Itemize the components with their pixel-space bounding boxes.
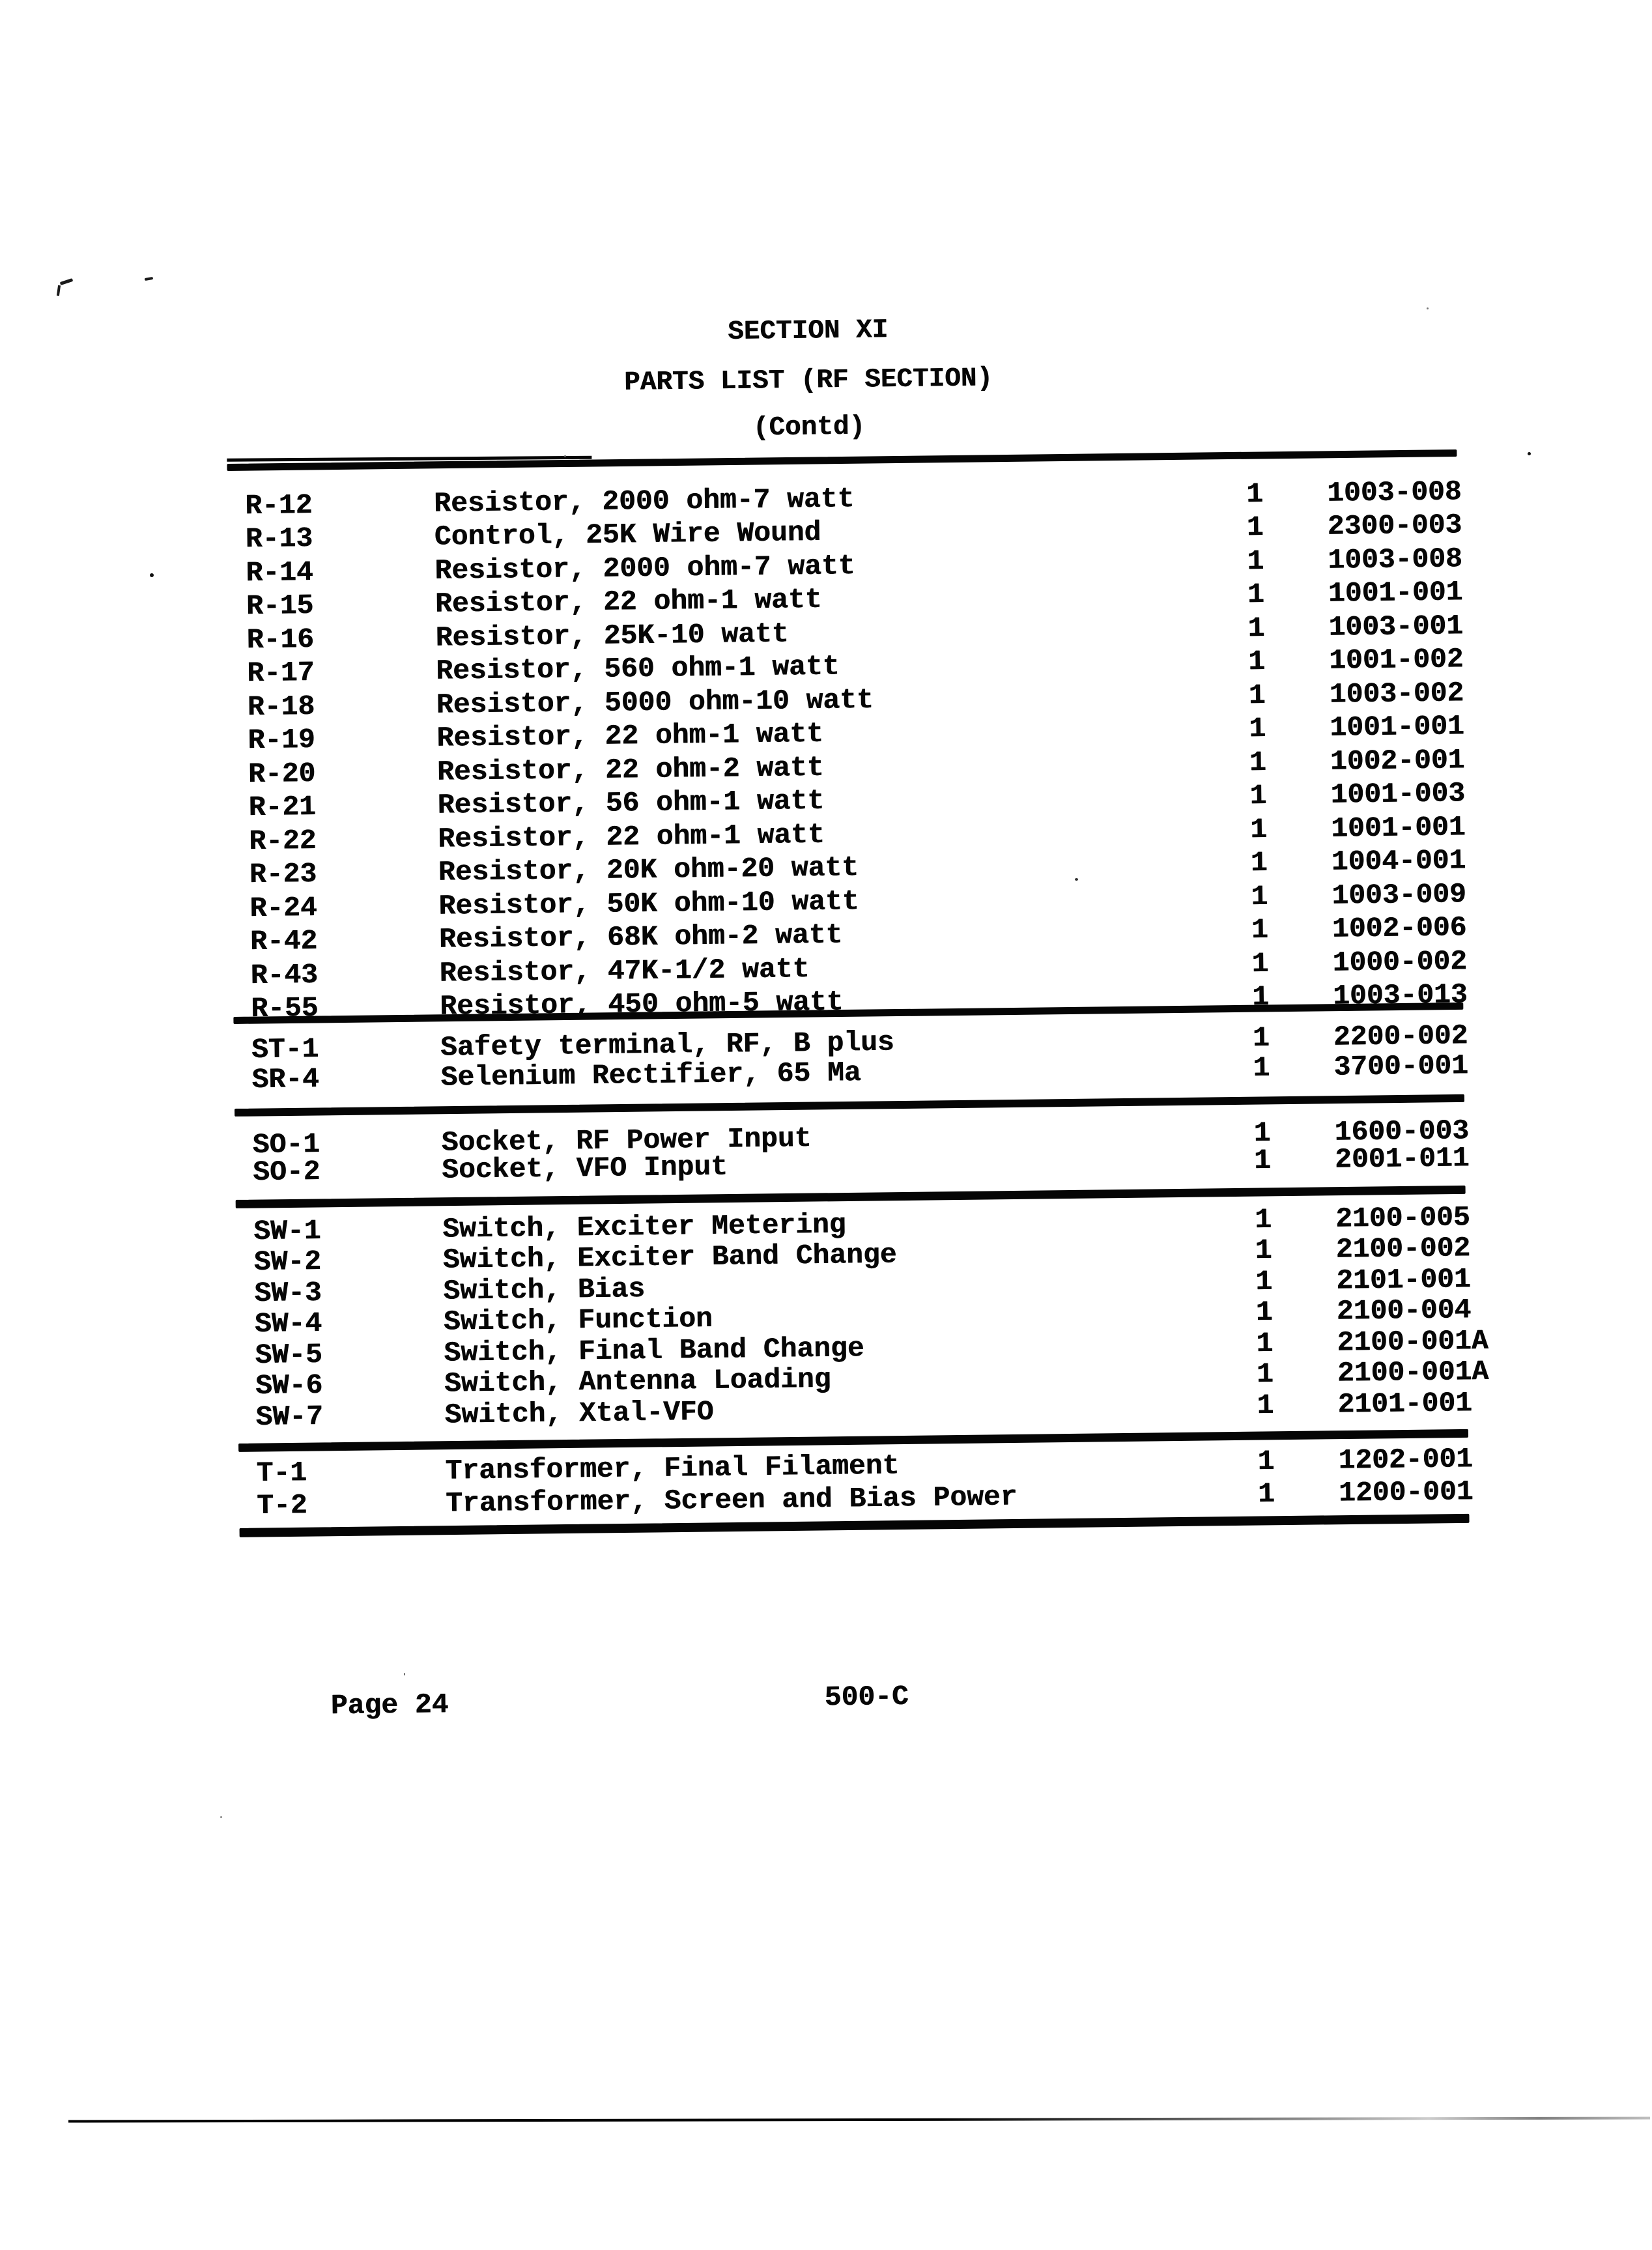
part-number: 1001-001 xyxy=(1328,576,1463,610)
part-qty: 1 xyxy=(1253,1144,1272,1177)
part-ref: SW-7 xyxy=(255,1400,324,1433)
part-qty: 1 xyxy=(1251,880,1268,913)
part-ref: T-1 xyxy=(256,1457,307,1490)
table-rule-top xyxy=(227,449,1457,471)
table-rule-after-terminals xyxy=(235,1094,1464,1117)
scan-speck xyxy=(1075,878,1078,881)
part-number: 1001-002 xyxy=(1328,643,1464,677)
part-description: Safety terminal, RF, B plus xyxy=(440,1026,894,1064)
part-qty: 1 xyxy=(1257,1477,1275,1511)
part-ref: R-42 xyxy=(249,925,318,958)
part-number: 1001-001 xyxy=(1330,710,1465,745)
part-number: 1002-001 xyxy=(1330,744,1465,778)
part-description: Resistor, 22 ohm-1 watt xyxy=(436,718,824,755)
part-qty: 1 xyxy=(1255,1234,1272,1267)
scan-speck xyxy=(220,1816,222,1818)
part-number: 1600-003 xyxy=(1334,1115,1470,1148)
part-ref: ST-1 xyxy=(251,1032,319,1066)
part-ref: R-22 xyxy=(248,824,317,857)
part-ref: R-24 xyxy=(249,891,317,924)
part-description: Transformer, Final Filament xyxy=(445,1449,900,1487)
part-ref: R-17 xyxy=(246,657,315,690)
part-description: Switch, Bias xyxy=(443,1272,646,1307)
part-description: Resistor, 25K-10 watt xyxy=(435,618,789,654)
part-number: 1003-013 xyxy=(1332,978,1468,1012)
part-description: Resistor, 22 ohm-1 watt xyxy=(437,818,825,855)
part-number: 1002-006 xyxy=(1332,911,1467,945)
part-description: Resistor, 2000 ohm-7 watt xyxy=(434,550,855,587)
part-description: Resistor, 50K ohm-10 watt xyxy=(438,885,859,922)
part-qty: 1 xyxy=(1257,1445,1275,1478)
part-description: Resistor, 56 ohm-1 watt xyxy=(437,785,825,822)
part-qty: 1 xyxy=(1249,713,1266,745)
part-qty: 1 xyxy=(1246,477,1264,510)
parts-section-terminals xyxy=(232,1020,1535,1095)
part-ref: SW-3 xyxy=(254,1276,322,1309)
parts-section-sockets xyxy=(233,1115,1536,1189)
part-qty: 1 xyxy=(1252,1021,1270,1055)
part-ref: R-23 xyxy=(249,858,317,891)
part-number: 1200-001 xyxy=(1338,1475,1474,1509)
part-ref: R-12 xyxy=(244,489,313,522)
part-number: 1004-001 xyxy=(1331,844,1466,878)
part-number: 1001-001 xyxy=(1330,811,1466,845)
part-description: Resistor, 22 ohm-1 watt xyxy=(434,584,822,621)
section-title: SECTION XI xyxy=(727,315,889,348)
parts-section-switches xyxy=(234,1201,1539,1433)
part-ref: SW-4 xyxy=(254,1307,322,1341)
part-description: Resistor, 450 ohm-5 watt xyxy=(439,986,844,1023)
scan-speck xyxy=(150,573,154,577)
part-ref: SR-4 xyxy=(251,1062,319,1096)
part-qty: 1 xyxy=(1250,847,1268,879)
parts-list-title: PARTS LIST (RF SECTION) xyxy=(623,363,993,398)
part-number: 3700-001 xyxy=(1333,1049,1469,1083)
part-qty: 1 xyxy=(1251,947,1269,980)
part-ref: T-2 xyxy=(256,1489,307,1522)
part-number: 1000-002 xyxy=(1332,945,1468,979)
part-number: 1003-002 xyxy=(1329,677,1464,711)
parts-section-transformers xyxy=(236,1442,1540,1522)
part-qty: 1 xyxy=(1251,981,1270,1014)
part-ref: R-43 xyxy=(250,958,319,991)
part-number: 2100-001A xyxy=(1337,1356,1489,1389)
part-number: 2100-002 xyxy=(1335,1232,1471,1266)
part-qty: 1 xyxy=(1257,1389,1274,1421)
part-number: 1003-008 xyxy=(1326,476,1462,509)
part-qty: 1 xyxy=(1251,914,1269,947)
part-description: Socket, RF Power Input xyxy=(441,1122,812,1159)
part-ref: R-20 xyxy=(248,757,316,790)
part-description: Switch, Exciter Band Change xyxy=(442,1238,897,1276)
part-ref: R-15 xyxy=(246,590,314,623)
part-ref: R-14 xyxy=(246,556,313,589)
part-number: 2300-003 xyxy=(1327,509,1462,543)
part-description: Socket, VFO Input xyxy=(441,1150,728,1186)
part-description: Switch, Function xyxy=(443,1303,713,1338)
part-ref: SO-1 xyxy=(252,1128,320,1161)
part-number: 2101-001 xyxy=(1337,1387,1473,1421)
document-number-label: 500-C xyxy=(824,1680,909,1714)
part-qty: 1 xyxy=(1254,1203,1272,1236)
parts-section-resistors xyxy=(225,474,1534,1026)
part-qty: 1 xyxy=(1247,646,1266,678)
part-qty: 1 xyxy=(1249,780,1267,812)
part-description: Resistor, 560 ohm-1 watt xyxy=(435,650,840,688)
part-ref: SW-5 xyxy=(255,1338,322,1371)
part-description: Control, 25K Wire Wound xyxy=(434,517,821,554)
part-qty: 1 xyxy=(1246,511,1264,544)
part-description: Switch, Antenna Loading xyxy=(444,1363,831,1400)
part-qty: 1 xyxy=(1248,679,1266,711)
part-qty: 1 xyxy=(1249,746,1266,778)
part-qty: 1 xyxy=(1256,1358,1274,1391)
part-ref: SW-1 xyxy=(253,1214,321,1247)
part-number: 1003-008 xyxy=(1327,543,1462,577)
scan-speck xyxy=(404,1673,405,1675)
part-number: 2100-001A xyxy=(1337,1324,1488,1359)
part-number: 2101-001 xyxy=(1335,1263,1471,1297)
part-description: Resistor, 22 ohm-2 watt xyxy=(436,751,824,788)
part-description: Resistor, 5000 ohm-10 watt xyxy=(436,683,874,721)
scan-speck xyxy=(1427,307,1429,309)
part-description: Switch, Exciter Metering xyxy=(442,1208,846,1246)
part-description: Resistor, 2000 ohm-7 watt xyxy=(433,483,855,520)
part-number: 1202-001 xyxy=(1338,1443,1474,1477)
part-number: 2100-005 xyxy=(1335,1201,1470,1235)
part-description: Resistor, 68K ohm-2 watt xyxy=(438,919,843,956)
part-qty: 1 xyxy=(1253,1117,1271,1150)
part-description: Resistor, 20K ohm-20 watt xyxy=(438,851,859,889)
part-qty: 1 xyxy=(1256,1327,1274,1360)
part-description: Switch, Xtal-VFO xyxy=(444,1395,714,1431)
scan-speck xyxy=(1528,452,1531,455)
scan-speck xyxy=(564,455,566,457)
part-description: Resistor, 47K-1/2 watt xyxy=(439,952,810,990)
part-qty: 1 xyxy=(1255,1265,1273,1298)
part-ref: SW-6 xyxy=(255,1369,323,1403)
part-qty: 1 xyxy=(1249,813,1268,846)
page-number-label: Page 24 xyxy=(330,1688,449,1722)
part-ref: SW-2 xyxy=(253,1246,322,1279)
part-number: 1001-003 xyxy=(1330,777,1466,811)
part-ref: R-21 xyxy=(248,791,317,824)
part-qty: 1 xyxy=(1247,578,1264,611)
continued-label: (Contd) xyxy=(752,412,866,444)
part-description: Transformer, Screen and Bias Power xyxy=(445,1481,1018,1520)
part-qty: 1 xyxy=(1253,1051,1270,1085)
part-number: 2200-002 xyxy=(1333,1019,1468,1053)
part-ref: R-16 xyxy=(246,623,315,656)
part-ref: R-13 xyxy=(245,522,313,556)
part-description: Switch, Final Band Change xyxy=(444,1331,864,1369)
part-ref: SO-2 xyxy=(252,1155,320,1189)
part-description: Selenium Rectifier, 65 Ma xyxy=(440,1057,861,1094)
part-ref: R-19 xyxy=(248,724,315,757)
part-number: 2100-004 xyxy=(1336,1294,1472,1328)
part-qty: 1 xyxy=(1247,612,1265,644)
part-number: 1003-001 xyxy=(1328,610,1464,644)
part-number: 1003-009 xyxy=(1332,878,1467,912)
part-ref: R-18 xyxy=(247,690,315,723)
part-number: 2001-011 xyxy=(1334,1142,1470,1176)
part-ref: R-55 xyxy=(250,992,319,1025)
part-qty: 1 xyxy=(1255,1296,1273,1329)
part-qty: 1 xyxy=(1247,545,1264,577)
